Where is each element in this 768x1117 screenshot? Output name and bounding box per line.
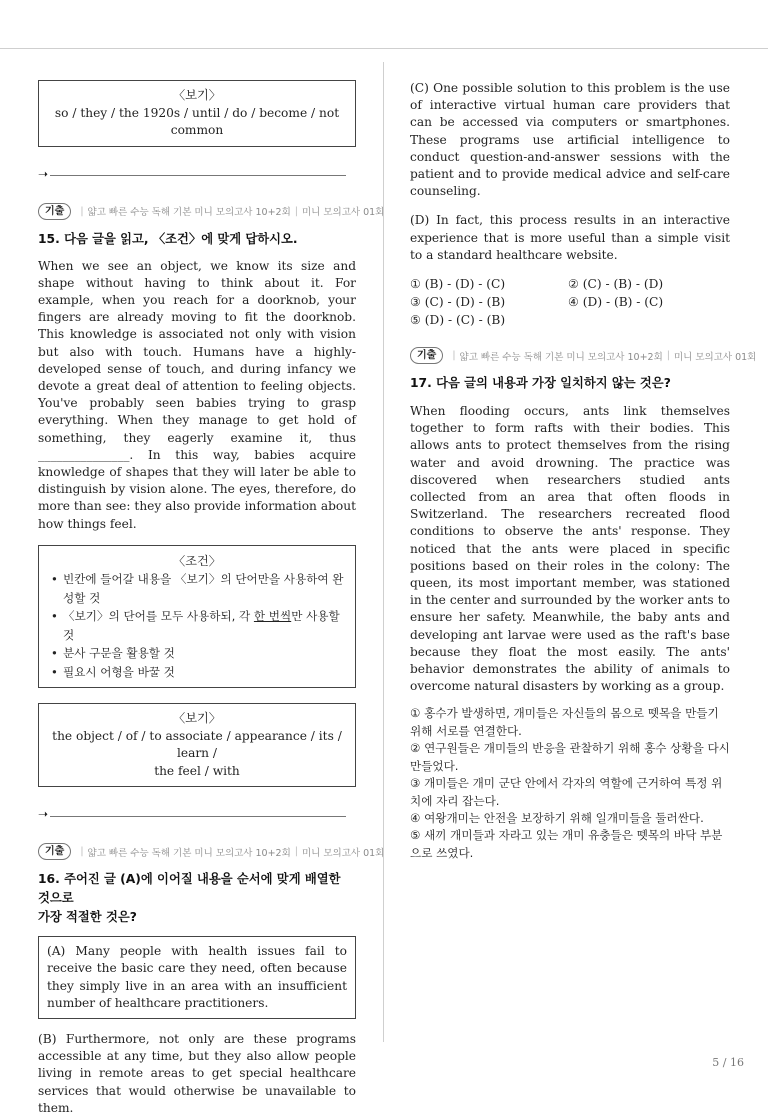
option-5[interactable]: ⑤ 새끼 개미들과 자라고 있는 개미 유충들은 뗏목의 바닥 부분으로 쓰였다. [410,828,723,860]
condition-item: • 빈칸에 들어갈 내용을 〈보기〉의 단어만을 사용하여 완성할 것 [49,570,345,607]
bogi-words-line2: common [170,123,224,137]
source-test: 미니 모의고사 01회 [301,847,385,859]
source-book: 얇고 빠른 수능 독해 기본 미니 모의고사 10+2회 [459,351,663,363]
q17-passage: When flooding occurs, ants link themselves together to form rafts with their bodies. This allows ants to protect themselves from the rising water and avoid drowning. The practice was discovered when researchers studied ants collected from an area that often floods in Switzerland. The researchers recreated flood conditions to observe the ants' response. They noticed that the ants were placed in specific positions based on their roles in the colony: The queen, its most important member, was stationed in the center and surrounded by the worker ants to ensure her safety. Meanwhile, the baby ants and developing ant larvae were used as the raft's base because they float the most easily. The ants' behavior demonstrates the ability of animals to overcome natural disasters by working as a group. [410,404,730,694]
q15-passage-part2: . In this way, babies acquire knowledge of shapes that they will later be able to distinguish by vision alone. The eyes, therefore, do more than see: they also provide information about how things feel. [38,447,356,531]
conditions-title: 〈조건〉 [173,553,221,568]
gichul-badge: 기출 [38,203,71,220]
right-column [410,80,757,862]
bogi-words-line1: so / they / the 1920s / until / do / become / not [54,105,340,120]
option-3[interactable]: ③ 개미들은 개미 군단 안에서 각자의 역할에 근거하여 특정 위치에 자리 잡는다. [410,776,723,808]
option-4[interactable]: ④ 여왕개미는 안전을 보장하기 위해 일개미들을 둘러싼다. [410,810,704,825]
source-book: 얇고 빠른 수능 독해 기본 미니 모의고사 10+2회 [87,847,291,859]
option-2[interactable]: ② (C) - (B) - (D) [568,277,664,292]
q16-title: 16. 주어진 글 (A)에 이어질 내용을 순서에 맞게 배열한 것으로 가장 적절한 것은? [38,872,341,925]
bogi-box-1 [38,80,356,147]
q15-title: 15. 다음 글을 읽고, 〈조건〉에 맞게 답하시오. [38,231,298,246]
option-4[interactable]: ④ (D) - (B) - (C) [568,295,664,310]
q16-given-A: (A) Many people with health issues fail to receive the basic care they need, often because they simply live in an area with an insufficient number of healthcare practitioners. [47,944,347,1010]
bogi-words-line1: the object / of / to associate / appearance / its / learn / [52,728,342,761]
q16-source: 기출 | 얇고 빠른 수능 독해 기본 미니 모의고사 10+2회 | 미니 모의고사 01회 [38,843,356,860]
answer-line-15[interactable] [38,807,356,821]
q16-paragraph-B: (B) Furthermore, not only are these programs accessible at any time, but they also allow people living in remote areas to get special healthcare services that would otherwise be unavailable to them. [38,1032,356,1115]
source-book: 얇고 빠른 수능 독해 기본 미니 모의고사 10+2회 [87,207,291,218]
source-test: 미니 모의고사 01회 [301,207,385,218]
condition-item: • 〈보기〉의 단어를 모두 사용하되, 각 한 번씩만 사용할 것 [49,607,345,644]
condition-item: • 분사 구문을 활용할 것 [49,644,345,663]
answer-underline [50,816,346,817]
conditions-list [49,570,345,681]
q16-paragraph-D: (D) In fact, this process results in an interactive experience that is more useful than a simple visit to a standard healthcare website. [410,213,730,262]
left-column [38,78,385,1117]
header-rule [0,48,768,49]
bogi-title: 〈보기〉 [173,88,221,102]
q15-blank: _______________ [38,447,130,462]
q16-given-A-box [38,936,356,1019]
q17-title: 17. 다음 글의 내용과 가장 일치하지 않는 것은? [410,376,671,391]
conditions-box [38,545,356,689]
option-3[interactable]: ③ (C) - (D) - (B) [410,295,506,310]
q15-passage-part1: When we see an object, we know its size and shape without having to think about it. For example, when you reach for a doorknob, your fingers are already moving to fit the doorknob. This knowledge is associated not only with vision but also with touch. Humans have a highly-developed sense of touch, and during infancy we devote a great deal of attention to feeling objects. You've probably seen babies trying to grasp everything. When they manage to get hold of something, they eagerly examine it, thus [38,258,356,445]
option-1[interactable]: ① 홍수가 발생하면, 개미들은 자신들의 몸으로 뗏목을 만들기 위해 서로를 연결한다. [410,706,719,738]
condition-item: • 필요시 어형을 바꿀 것 [49,663,345,682]
arrow-icon: ➝ [38,807,49,822]
answer-line-14[interactable] [38,167,356,181]
bogi-box-2 [38,703,356,787]
q15-passage [38,258,356,533]
arrow-icon: ➝ [38,166,49,181]
underlined-text: 한 번씩 [253,609,292,624]
source-test: 미니 모의고사 01회 [673,351,757,363]
page-number: 5 / 16 [712,1056,744,1069]
q16-paragraph-C: (C) One possible solution to this problem is the use of interactive virtual human care providers that can be accessed via computers or smartphones. These programs use artificial intelligence to conduct question-and-answer sessions with the patient and to provide medical advice and self-care counseling. [410,81,730,199]
option-5[interactable]: ⑤ (D) - (C) - (B) [410,313,506,328]
q15-source: 기출 | 얇고 빠른 수능 독해 기본 미니 모의고사 10+2회 | 미니 모의고사 01회 [38,203,356,220]
q16-options [410,276,730,329]
q17-options [410,705,730,862]
q17-source: 기출 | 얇고 빠른 수능 독해 기본 미니 모의고사 10+2회 | 미니 모의고사 01회 [410,347,730,364]
option-1[interactable]: ① (B) - (D) - (C) [410,277,506,292]
option-2[interactable]: ② 연구원들은 개미들의 반응을 관찰하기 위해 홍수 상황을 다시 만들었다. [410,741,730,773]
gichul-badge: 기출 [410,347,443,364]
bogi-words-line2: the feel / with [154,763,240,778]
gichul-badge: 기출 [38,843,71,860]
bogi-title: 〈보기〉 [173,711,221,726]
answer-underline [50,175,346,176]
